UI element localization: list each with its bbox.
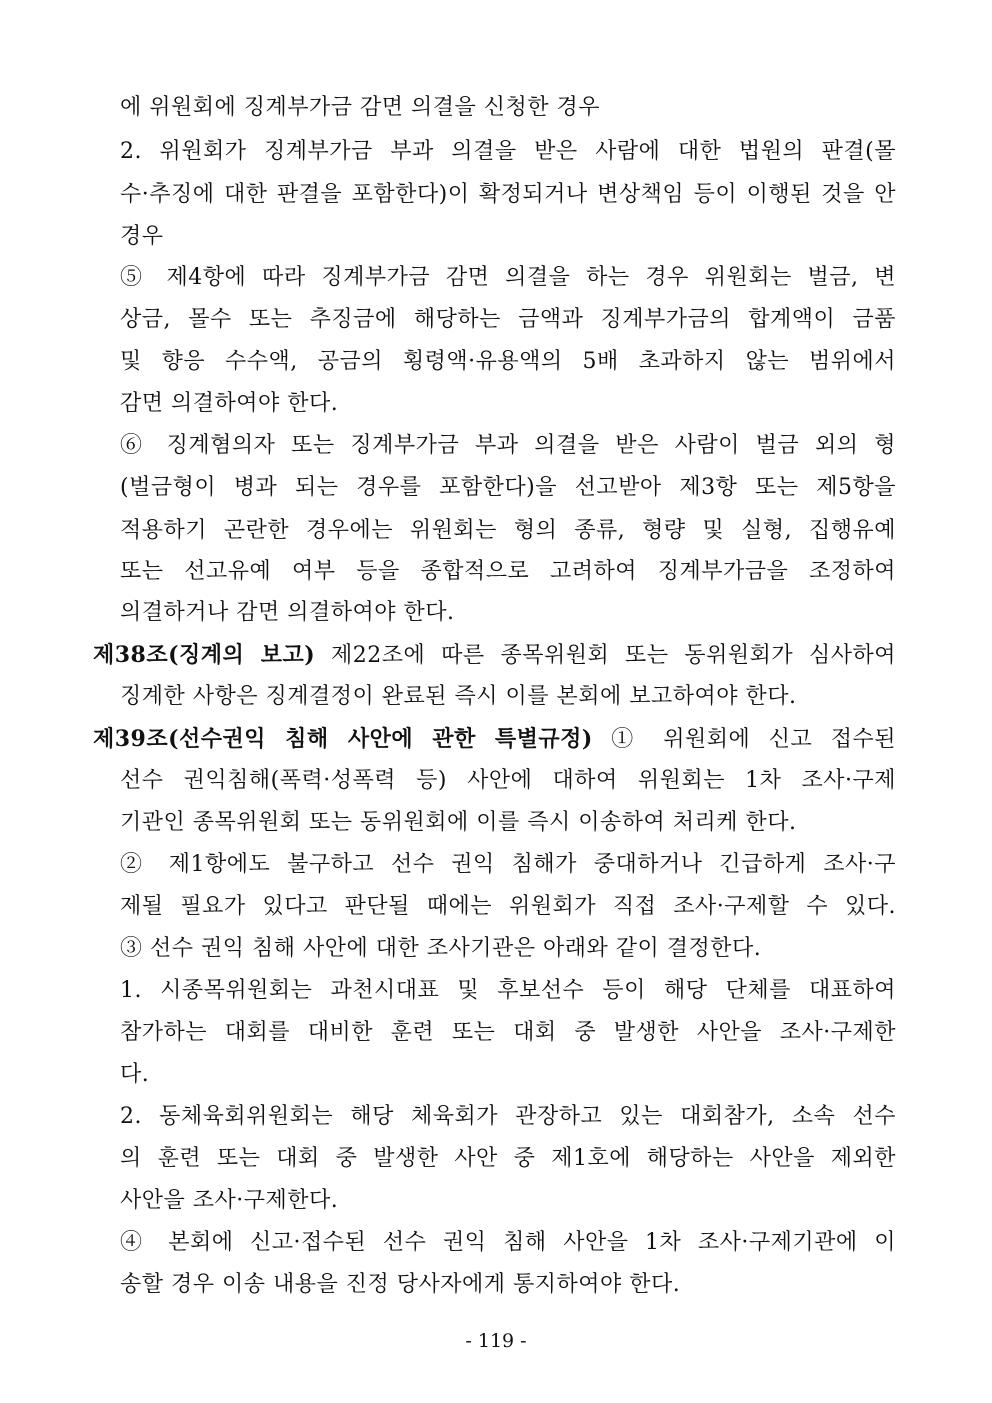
article-title: 제38조(징계의 보고) (93, 642, 316, 668)
text-line: 징계한 사항은 징계결정이 완료된 즉시 이를 본회에 보고하여야 한다. (120, 684, 797, 709)
text-line: 참가하는 대회를 대비한 훈련 또는 대회 중 발생한 사안을 조사·구제한 (120, 1020, 896, 1045)
text-line: 송할 경우 이송 내용을 진정 당사자에게 통지하여야 한다. (120, 1272, 681, 1297)
article-39-heading-line: 제39조(선수권익 침해 사안에 관한 특별규정) ① 위원회에 신고 접수된 (93, 726, 896, 752)
article-38-heading-line: 제38조(징계의 보고) 제22조에 따른 종목위원회 또는 동위원회가 심사하여 (93, 642, 896, 668)
text-line: 기관인 종목위원회 또는 동위원회에 이를 즉시 이송하여 처리케 한다. (120, 810, 797, 835)
text-line: 감면 의결하여야 한다. (120, 391, 339, 416)
text-line: 수·추징에 대한 판결을 포함한다)이 확정되거나 변상책임 등이 이행된 것을 안 (120, 182, 896, 207)
text-line: 제될 필요가 있다고 판단될 때에는 위원회가 직접 조사·구제할 수 있다. (120, 894, 896, 919)
text-line: 2. 위원회가 징계부가금 부과 의결을 받은 사람에 대한 법원의 판결(몰 (120, 139, 896, 164)
text-line: 상금, 몰수 또는 추징금에 해당하는 금액과 징계부가금의 합계액이 금품 (120, 307, 896, 332)
text-line: 에 위원회에 징계부가금 감면 의결을 신청한 경우 (120, 95, 601, 120)
text-line: 경우 (120, 224, 164, 249)
text-line: (벌금형이 병과 되는 경우를 포함한다)을 선고받아 제3항 또는 제5항을 (120, 475, 896, 500)
text-line: 1. 시종목위원회는 과천시대표 및 후보선수 등이 해당 단체를 대표하여 (120, 978, 896, 1003)
text-line: 선수 권익침해(폭력·성폭력 등) 사안에 대하여 위원회는 1차 조사·구제 (120, 768, 896, 793)
text-line: 다. (120, 1062, 150, 1087)
text-line: 적용하기 곤란한 경우에는 위원회는 형의 종류, 형량 및 실형, 집행유예 (120, 518, 896, 543)
text-line: 2. 동체육회위원회는 해당 체육회가 관장하고 있는 대회참가, 소속 선수 (120, 1104, 896, 1129)
page-number: - 119 - (465, 1330, 527, 1352)
text-line: ② 제1항에도 불구하고 선수 권익 침해가 중대하거나 긴급하게 조사·구 (120, 852, 896, 877)
text-line: 사안을 조사·구제한다. (120, 1188, 339, 1213)
text-line: 및 향응 수수액, 공금의 횡령액·유용액의 5배 초과하지 않는 범위에서 (120, 349, 896, 374)
text-line: ⑥ 징계혐의자 또는 징계부가금 부과 의결을 받은 사람이 벌금 외의 형 (120, 433, 896, 458)
text-line: 또는 선고유예 여부 등을 종합적으로 고려하여 징계부가금을 조정하여 (120, 559, 896, 584)
text-line: 의 훈련 또는 대회 중 발생한 사안 중 제1호에 해당하는 사안을 제외한 (120, 1146, 896, 1171)
text-line: ④ 본회에 신고·접수된 선수 권익 침해 사안을 1차 조사·구제기관에 이 (120, 1230, 896, 1255)
text-line: 의결하거나 감면 의결하여야 한다. (120, 600, 455, 625)
article-title: 제39조(선수권익 침해 사안에 관한 특별규정) (93, 726, 593, 752)
text-line: ③ 선수 권익 침해 사안에 대한 조사기관은 아래와 같이 결정한다. (120, 936, 762, 961)
text-line: ⑤ 제4항에 따라 징계부가금 감면 의결을 하는 경우 위원회는 벌금, 변 (120, 265, 896, 290)
